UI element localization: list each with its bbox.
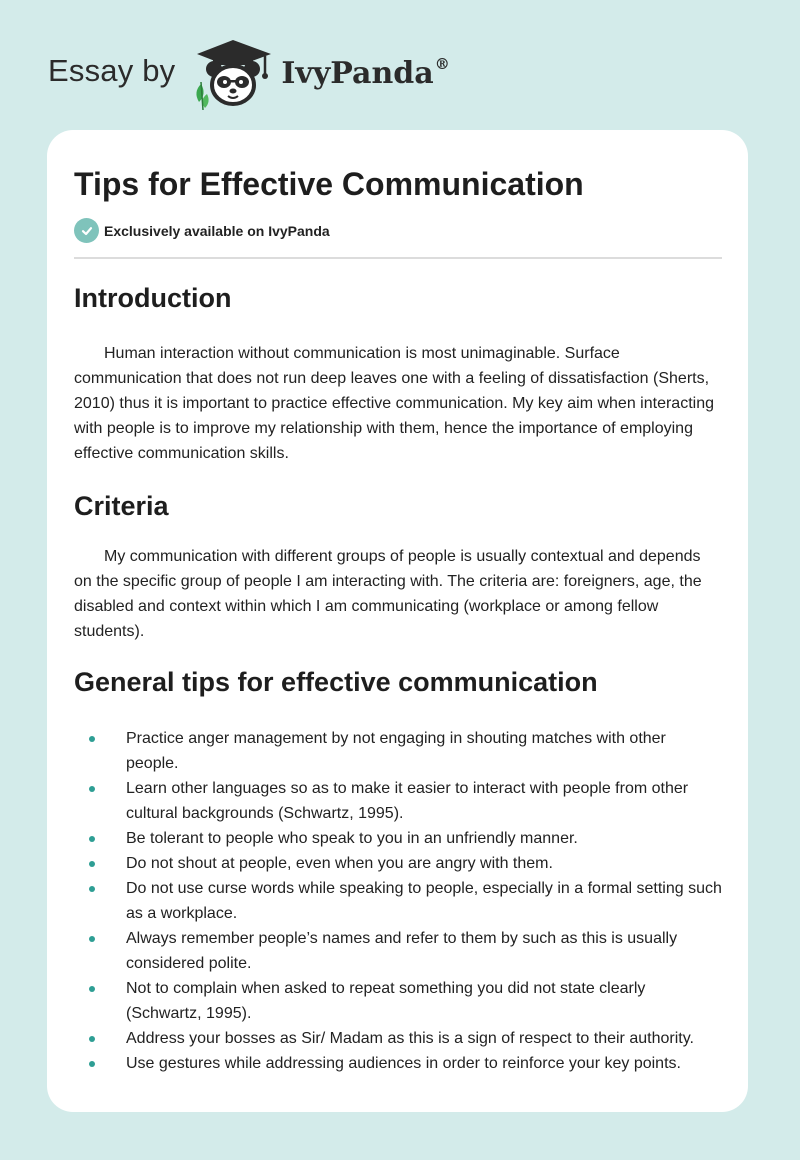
bullet-dot xyxy=(89,936,95,942)
section-heading-introduction: Introduction xyxy=(74,283,232,313)
section-heading-general-tips: General tips for effective communication xyxy=(74,667,598,697)
list-item-text: Do not use curse words while speaking to people, especially in a formal setting such as a workplace. xyxy=(126,880,722,922)
section-heading-criteria: Criteria xyxy=(74,491,169,521)
list-item-text: Do not shout at people, even when you are angry with them. xyxy=(126,855,553,872)
list-item xyxy=(74,1051,722,1076)
list-item-text: Learn other languages so as to make it easier to interact with people from other cultural backgrounds (Schwartz, 1995). xyxy=(126,780,689,822)
bullet-dot xyxy=(89,786,95,792)
ivypanda-logo-icon[interactable] xyxy=(189,38,277,110)
exclusive-badge xyxy=(74,218,722,243)
bullet-dot xyxy=(89,1036,95,1042)
bullet-dot xyxy=(89,736,95,742)
list-item-text: Address your bosses as Sir/ Madam as this is a sign of respect to their authority. xyxy=(126,1030,694,1047)
list-item-text: Not to complain when asked to repeat something you did not state clearly (Schwartz, 1995). xyxy=(126,980,646,1022)
list-item xyxy=(74,851,722,876)
tips-list xyxy=(74,726,722,1076)
essay-card xyxy=(47,130,748,1112)
bullet-dot xyxy=(89,886,95,892)
section-paragraph-introduction: Human interaction without communication is most unimaginable. Surface communication that does not run deep leaves one with a feeling of dissatisfaction (Sherts, 2010) thus it is important to practice effective communication. My key aim when interacting with people is to improve my relationship with them, hence the importance of employing effective communication skills. xyxy=(74,345,714,462)
badge-text: Exclusively available on IvyPanda xyxy=(104,222,330,239)
divider xyxy=(74,257,722,259)
bullet-dot xyxy=(89,861,95,867)
bullet-dot xyxy=(89,836,95,842)
list-item-text: Practice anger management by not engaging in shouting matches with other people. xyxy=(126,730,666,772)
brand-name: IvyPanda® xyxy=(281,55,450,91)
list-item-text: Use gestures while addressing audiences in order to reinforce your key points. xyxy=(126,1055,681,1072)
list-item xyxy=(74,776,722,826)
registered-mark: ® xyxy=(434,55,450,73)
page-title: Tips for Effective Communication xyxy=(74,166,584,202)
check-circle-icon xyxy=(74,218,99,243)
list-item xyxy=(74,876,722,926)
list-item xyxy=(74,926,722,976)
list-item-text: Be tolerant to people who speak to you in an unfriendly manner. xyxy=(126,830,578,847)
section-paragraph-criteria: My communication with different groups of people is usually contextual and depends on the specific group of people I am interacting with. The criteria are: foreigners, age, the disabled and context within which I am communicating (workplace or among fellow students). xyxy=(74,548,702,640)
list-item-text: Always remember people’s names and refer to them by such as this is usually considered polite. xyxy=(126,930,678,972)
list-item xyxy=(74,826,722,851)
bullet-dot xyxy=(89,986,95,992)
essay-by-label: Essay by xyxy=(48,53,176,88)
list-item xyxy=(74,1026,722,1051)
list-item xyxy=(74,726,722,776)
bullet-dot xyxy=(89,1061,95,1067)
site-header xyxy=(48,36,450,112)
list-item xyxy=(74,976,722,1026)
